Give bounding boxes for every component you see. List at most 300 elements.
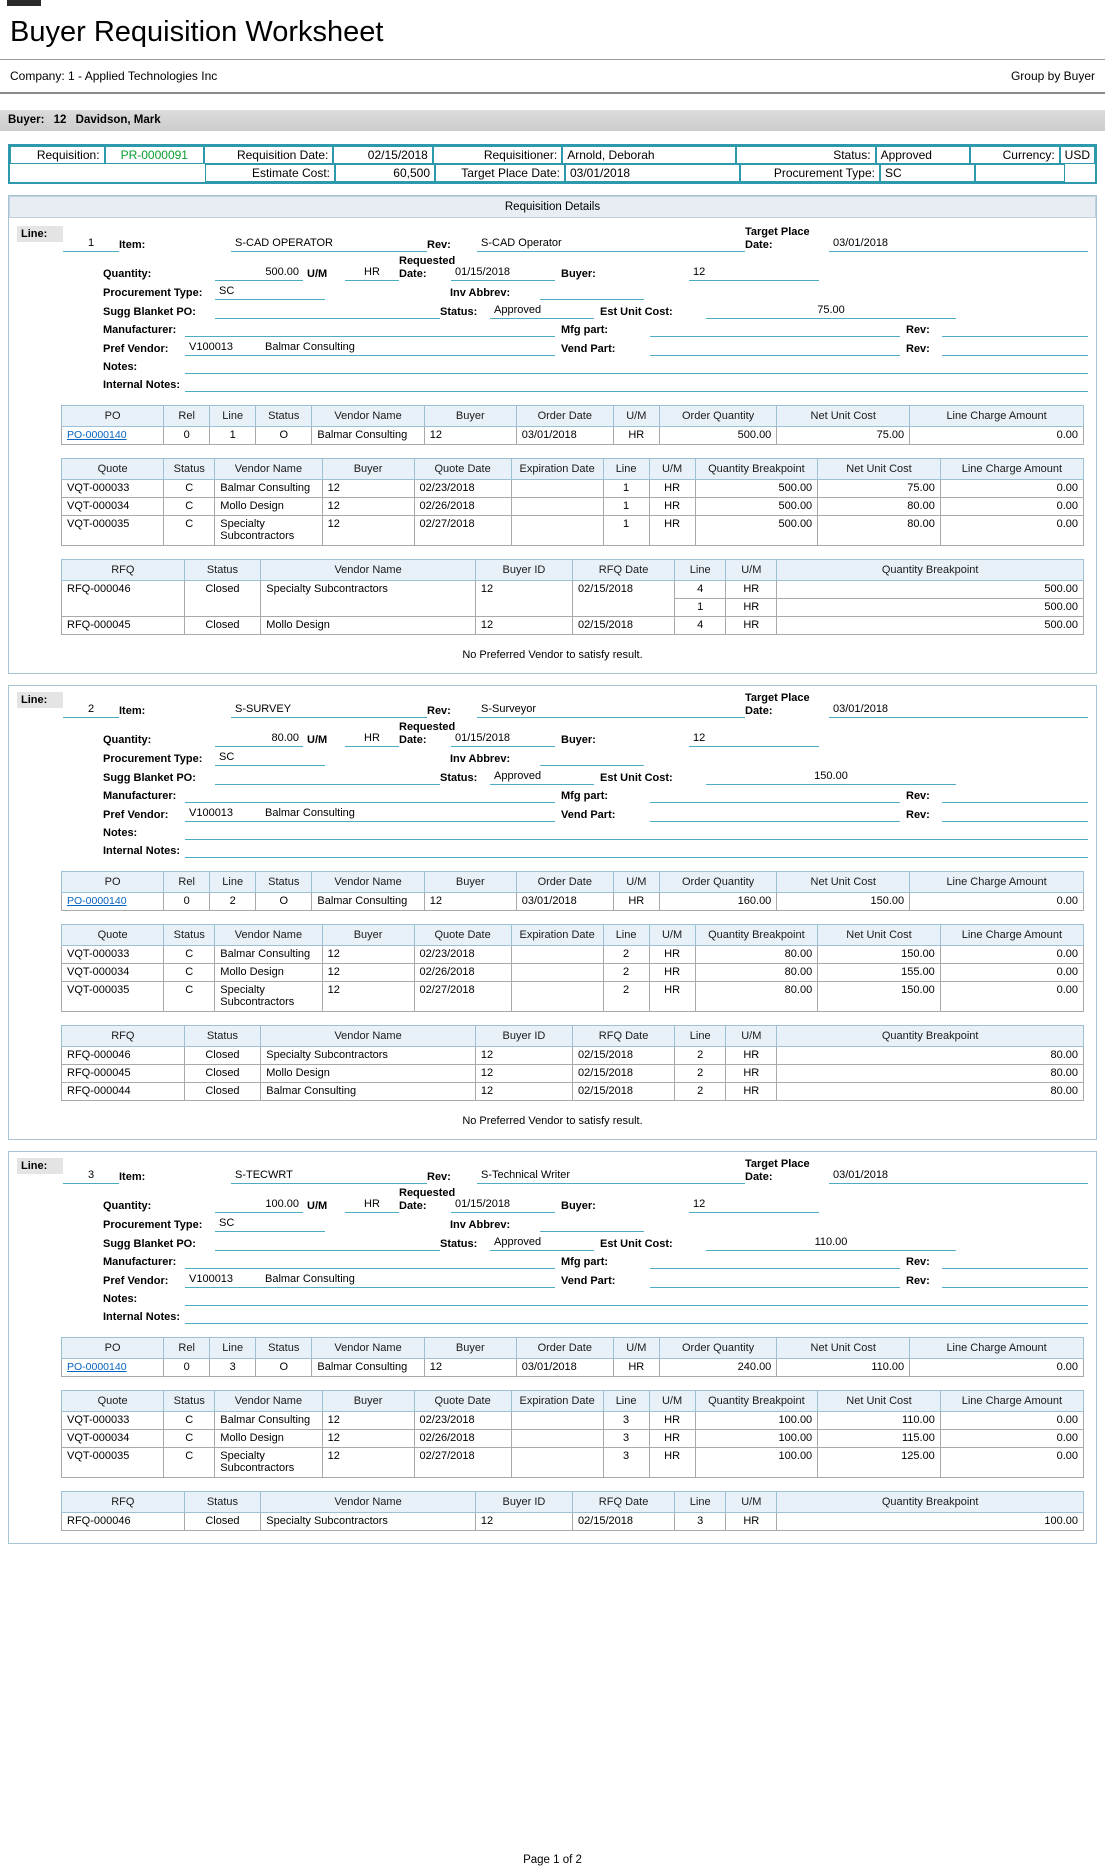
table-header-row xyxy=(62,1492,1084,1513)
table-cell xyxy=(511,982,603,1012)
table-cell: 12 xyxy=(322,946,414,964)
column-header: Vendor Name xyxy=(215,459,322,480)
requisition-header-row-2 xyxy=(10,164,1095,182)
table-cell: 500.00 xyxy=(695,516,818,546)
procurement-type-value: SC xyxy=(880,164,975,182)
table-cell: 02/15/2018 xyxy=(572,1065,674,1083)
rev-label: Rev: xyxy=(427,1171,451,1183)
vend-rev-label: Rev: xyxy=(906,1275,930,1287)
table-cell: 80.00 xyxy=(777,1065,1084,1083)
table-cell: 02/15/2018 xyxy=(572,1047,674,1065)
table-cell: 3 xyxy=(675,1513,726,1531)
table-cell: 80.00 xyxy=(777,1083,1084,1101)
column-header: Line xyxy=(210,406,256,427)
column-header: Vendor Name xyxy=(215,1391,322,1412)
column-header: Quantity Breakpoint xyxy=(777,1026,1084,1047)
column-header: Line xyxy=(675,1492,726,1513)
table-cell: 125.00 xyxy=(818,1448,941,1478)
uom-label: U/M xyxy=(307,1200,328,1212)
column-header: Vendor Name xyxy=(312,406,424,427)
column-header: Quote Date xyxy=(414,1391,511,1412)
table-cell: 12 xyxy=(475,1065,572,1083)
table-cell: 3 xyxy=(210,1359,256,1377)
status-label: Status: xyxy=(736,146,875,164)
table-cell: VQT-000035 xyxy=(62,982,164,1012)
manufacturer-row xyxy=(17,322,1088,337)
procurement-type-field: SC xyxy=(215,1216,325,1232)
requisition-details-sections xyxy=(0,195,1105,1544)
manufacturer-row xyxy=(17,1254,1088,1269)
column-header: Quantity Breakpoint xyxy=(695,1391,818,1412)
column-header: Rel xyxy=(164,872,210,893)
target-place-date-field: 03/01/2018 xyxy=(829,702,1088,718)
table-row xyxy=(62,964,1084,982)
column-header: Rel xyxy=(164,406,210,427)
column-header: Net Unit Cost xyxy=(818,1391,941,1412)
table-cell: HR xyxy=(726,1047,777,1065)
table-cell: VQT-000034 xyxy=(62,1430,164,1448)
table-row xyxy=(62,480,1084,498)
rfq-table xyxy=(61,559,1084,635)
internal-notes-field xyxy=(185,377,1088,392)
notes-field xyxy=(185,825,1088,840)
column-header: Order Quantity xyxy=(659,406,777,427)
notes-field xyxy=(185,1291,1088,1306)
est-unit-cost-label: Est Unit Cost: xyxy=(600,1238,673,1250)
table-cell: 0.00 xyxy=(940,1412,1083,1430)
line-section xyxy=(8,685,1097,1140)
line-status-field: Approved xyxy=(490,303,594,319)
table-cell: 12 xyxy=(424,1359,516,1377)
uom-label: U/M xyxy=(307,268,328,280)
requisition-label: Requisition: xyxy=(10,146,105,164)
table-cell: 500.00 xyxy=(777,617,1084,635)
requisition-date-value: 02/15/2018 xyxy=(333,146,433,164)
table-cell: O xyxy=(256,427,312,445)
table-cell: 0.00 xyxy=(940,516,1083,546)
table-cell: HR xyxy=(726,1083,777,1101)
table-cell: 3 xyxy=(603,1448,649,1478)
sugg-blanket-po-label: Sugg Blanket PO: xyxy=(103,306,196,318)
notes-row xyxy=(17,359,1088,374)
table-cell: VQT-000035 xyxy=(62,1448,164,1478)
inv-abbrev-label: Inv Abbrev: xyxy=(450,287,511,299)
mfg-part-field xyxy=(650,322,900,337)
table-cell: 1 xyxy=(603,498,649,516)
table-cell: 2 xyxy=(675,1083,726,1101)
table-cell: 12 xyxy=(322,982,414,1012)
notes-row xyxy=(17,825,1088,840)
line-status-label: Status: xyxy=(440,1238,478,1250)
target-place-date-value: 03/01/2018 xyxy=(565,164,740,182)
table-cell: 110.00 xyxy=(777,1359,910,1377)
table-cell: Mollo Design xyxy=(215,1430,322,1448)
line-item-row xyxy=(17,226,1088,252)
column-header: Vendor Name xyxy=(261,1492,476,1513)
table-header-row xyxy=(62,872,1084,893)
column-header: Order Date xyxy=(516,406,613,427)
table-cell: 100.00 xyxy=(695,1448,818,1478)
internal-notes-label: Internal Notes: xyxy=(103,379,181,391)
sugg-blanket-po-label: Sugg Blanket PO: xyxy=(103,772,196,784)
quote-table xyxy=(61,1390,1084,1478)
column-header: Quote xyxy=(62,1391,164,1412)
line-item-row xyxy=(17,1158,1088,1184)
sugg-blanket-po-field xyxy=(215,304,440,319)
table-cell: 03/01/2018 xyxy=(516,1359,613,1377)
line-section xyxy=(8,195,1097,674)
requisition-header-row-1 xyxy=(10,146,1095,164)
po-table xyxy=(61,1337,1084,1377)
table-cell: 75.00 xyxy=(818,480,941,498)
item-label: Item: xyxy=(119,239,146,251)
table-row xyxy=(62,1513,1084,1531)
po-link[interactable]: PO-0000140 xyxy=(67,895,127,907)
table-cell: 02/15/2018 xyxy=(572,581,674,617)
inv-abbrev-field xyxy=(540,1217,644,1232)
table-cell xyxy=(511,1448,603,1478)
mfg-rev-field xyxy=(942,322,1088,337)
page-title: Buyer Requisition Worksheet xyxy=(10,16,384,48)
table-cell: Mollo Design xyxy=(215,498,322,516)
notes-field xyxy=(185,359,1088,374)
manufacturer-field xyxy=(185,322,555,337)
procurement-type-field: SC xyxy=(215,750,325,766)
requisition-number: PR-0000091 xyxy=(105,146,205,164)
table-cell: Closed xyxy=(184,1047,261,1065)
table-cell: Balmar Consulting xyxy=(312,1359,424,1377)
table-cell: 100.00 xyxy=(695,1412,818,1430)
internal-notes-label: Internal Notes: xyxy=(103,1311,181,1323)
inv-abbrev-label: Inv Abbrev: xyxy=(450,1219,511,1231)
table-cell: 03/01/2018 xyxy=(516,893,613,911)
table-cell: 100.00 xyxy=(695,1430,818,1448)
vend-part-field xyxy=(650,1273,900,1288)
table-cell: 80.00 xyxy=(695,982,818,1012)
manufacturer-label: Manufacturer: xyxy=(103,790,177,802)
procurement-type-label: Procurement Type: xyxy=(740,164,880,182)
sugg-blanket-po-field xyxy=(215,1236,440,1251)
pref-vendor-field xyxy=(185,340,555,356)
table-cell: 80.00 xyxy=(777,1047,1084,1065)
column-header: Buyer ID xyxy=(475,1492,572,1513)
table-header-row xyxy=(62,1026,1084,1047)
table-cell: HR xyxy=(649,480,695,498)
est-unit-cost-label: Est Unit Cost: xyxy=(600,772,673,784)
table-row xyxy=(62,1083,1084,1101)
procurement-type-label: Procurement Type: xyxy=(103,753,203,765)
pref-vendor-field xyxy=(185,1272,555,1288)
column-header: Quote xyxy=(62,925,164,946)
page-number: Page 1 of 2 xyxy=(523,1854,582,1866)
table-cell: 4 xyxy=(675,581,726,599)
mfg-part-label: Mfg part: xyxy=(561,1256,609,1268)
table-row xyxy=(62,1359,1084,1377)
item-field: S-CAD OPERATOR xyxy=(231,236,427,252)
table-cell xyxy=(511,1430,603,1448)
table-cell: Balmar Consulting xyxy=(215,946,322,964)
line-status-label: Status: xyxy=(440,306,478,318)
vend-rev-label: Rev: xyxy=(906,809,930,821)
mfg-rev-field xyxy=(942,1254,1088,1269)
manufacturer-field xyxy=(185,788,555,803)
table-cell: RFQ-000045 xyxy=(62,617,185,635)
table-cell: 12 xyxy=(475,1513,572,1531)
uom-field: HR xyxy=(345,265,399,281)
column-header: Status xyxy=(164,925,215,946)
table-cell: 100.00 xyxy=(777,1513,1084,1531)
column-header: RFQ Date xyxy=(572,560,674,581)
line-status-field: Approved xyxy=(490,1235,594,1251)
table-cell: 3 xyxy=(603,1430,649,1448)
report-header xyxy=(0,0,1105,60)
column-header: Order Date xyxy=(516,872,613,893)
mfg-part-field xyxy=(650,788,900,803)
requested-date-field: 01/15/2018 xyxy=(451,731,555,747)
table-cell: RFQ-000046 xyxy=(62,581,185,617)
table-cell: 150.00 xyxy=(777,893,910,911)
procurement-type-row xyxy=(17,750,1088,766)
table-header-row xyxy=(62,925,1084,946)
table-cell: 02/15/2018 xyxy=(572,1083,674,1101)
column-header: Line Charge Amount xyxy=(940,925,1083,946)
column-header: RFQ xyxy=(62,1026,185,1047)
po-link[interactable]: PO-0000140 xyxy=(67,1361,127,1373)
rev-label: Rev: xyxy=(427,239,451,251)
column-header: Line Charge Amount xyxy=(910,872,1084,893)
table-cell: HR xyxy=(649,946,695,964)
table-cell: 110.00 xyxy=(818,1412,941,1430)
column-header: PO xyxy=(62,872,164,893)
table-cell: RFQ-000045 xyxy=(62,1065,185,1083)
table-cell: 12 xyxy=(424,893,516,911)
buyer-name: Davidson, Mark xyxy=(75,114,161,126)
table-cell xyxy=(511,516,603,546)
table-cell: VQT-000034 xyxy=(62,498,164,516)
table-cell xyxy=(62,893,164,911)
table-cell: C xyxy=(164,982,215,1012)
column-header: Net Unit Cost xyxy=(818,459,941,480)
quantity-label: Quantity: xyxy=(103,268,152,280)
table-cell: 160.00 xyxy=(659,893,777,911)
table-cell: 02/15/2018 xyxy=(572,1513,674,1531)
requested-date-field: 01/15/2018 xyxy=(451,265,555,281)
table-cell: 115.00 xyxy=(818,1430,941,1448)
table-cell: 02/26/2018 xyxy=(414,964,511,982)
pref-vendor-id: V100013 xyxy=(189,1273,234,1285)
company-label: Company: 1 - Applied Technologies Inc xyxy=(10,69,218,83)
table-cell: 12 xyxy=(322,516,414,546)
line-buyer-label: Buyer: xyxy=(561,268,596,280)
column-header: Order Date xyxy=(516,1338,613,1359)
column-header: U/M xyxy=(613,1338,659,1359)
line-number-field: 2 xyxy=(63,702,119,718)
table-cell: Balmar Consulting xyxy=(215,480,322,498)
quantity-label: Quantity: xyxy=(103,1200,152,1212)
table-cell: Specialty Subcontractors xyxy=(261,1513,476,1531)
column-header: Status xyxy=(164,459,215,480)
quantity-field: 500.00 xyxy=(215,265,303,281)
table-cell: RFQ-000046 xyxy=(62,1513,185,1531)
vend-part-label: Vend Part: xyxy=(561,809,616,821)
po-link[interactable]: PO-0000140 xyxy=(67,429,127,441)
column-header: Line xyxy=(675,560,726,581)
column-header: U/M xyxy=(726,560,777,581)
status-row xyxy=(17,1235,1088,1251)
pref-vendor-name: Balmar Consulting xyxy=(265,1273,355,1285)
table-row xyxy=(62,1047,1084,1065)
column-header: U/M xyxy=(726,1492,777,1513)
column-header: Line Charge Amount xyxy=(910,406,1084,427)
table-cell: 0.00 xyxy=(940,946,1083,964)
table-cell: 12 xyxy=(322,1412,414,1430)
table-cell: Mollo Design xyxy=(261,1065,476,1083)
column-header: Net Unit Cost xyxy=(818,925,941,946)
line-buyer-field: 12 xyxy=(689,265,819,281)
column-header: PO xyxy=(62,1338,164,1359)
table-cell: O xyxy=(256,1359,312,1377)
column-header: Line xyxy=(603,1391,649,1412)
column-header: Quantity Breakpoint xyxy=(695,459,818,480)
table-cell: 500.00 xyxy=(777,581,1084,599)
table-cell: 03/01/2018 xyxy=(516,427,613,445)
table-row xyxy=(62,1065,1084,1083)
table-header-row xyxy=(62,459,1084,480)
target-place-date-label: Target Place Date: xyxy=(745,1158,810,1183)
table-cell: 02/27/2018 xyxy=(414,516,511,546)
table-cell: C xyxy=(164,1430,215,1448)
quote-table xyxy=(61,924,1084,1012)
table-cell: 0 xyxy=(164,893,210,911)
quantity-label: Quantity: xyxy=(103,734,152,746)
table-cell xyxy=(511,964,603,982)
uom-label: U/M xyxy=(307,734,328,746)
internal-notes-field xyxy=(185,1309,1088,1324)
column-header: Buyer xyxy=(322,925,414,946)
table-cell: 12 xyxy=(475,617,572,635)
table-cell: HR xyxy=(649,516,695,546)
procurement-type-row xyxy=(17,1216,1088,1232)
mfg-rev-label: Rev: xyxy=(906,1256,930,1268)
internal-notes-row xyxy=(17,1309,1088,1324)
currency-value: USD xyxy=(1060,146,1095,164)
internal-notes-row xyxy=(17,377,1088,392)
table-cell: Closed xyxy=(184,1065,261,1083)
table-cell: 2 xyxy=(603,964,649,982)
table-cell: 12 xyxy=(475,1047,572,1065)
inv-abbrev-label: Inv Abbrev: xyxy=(450,753,511,765)
column-header: RFQ Date xyxy=(572,1492,674,1513)
table-cell: C xyxy=(164,1448,215,1478)
table-cell: Specialty Subcontractors xyxy=(215,1448,322,1478)
item-field: S-TECWRT xyxy=(231,1168,427,1184)
table-cell: 12 xyxy=(322,1448,414,1478)
table-cell: 02/23/2018 xyxy=(414,946,511,964)
table-cell: 500.00 xyxy=(659,427,777,445)
spacer-cell xyxy=(10,164,205,182)
quantity-row xyxy=(17,721,1088,747)
quote-table xyxy=(61,458,1084,546)
notes-label: Notes: xyxy=(103,1293,138,1305)
details-section-title: Requisition Details xyxy=(9,196,1096,218)
table-cell: 02/23/2018 xyxy=(414,1412,511,1430)
column-header: Expiration Date xyxy=(511,459,603,480)
table-cell: 0.00 xyxy=(940,982,1083,1012)
column-header: U/M xyxy=(649,1391,695,1412)
vend-part-field xyxy=(650,807,900,822)
internal-notes-label: Internal Notes: xyxy=(103,845,181,857)
table-cell: 1 xyxy=(210,427,256,445)
table-cell: 500.00 xyxy=(695,480,818,498)
table-cell: 2 xyxy=(675,1065,726,1083)
column-header: Order Quantity xyxy=(659,872,777,893)
requisition-header-box xyxy=(8,144,1097,184)
column-header: Buyer xyxy=(424,872,516,893)
procurement-type-row xyxy=(17,284,1088,300)
line-buyer-label: Buyer: xyxy=(561,734,596,746)
table-cell: RFQ-000044 xyxy=(62,1083,185,1101)
requisition-date-label: Requisition Date: xyxy=(204,146,333,164)
table-cell: 2 xyxy=(603,946,649,964)
table-cell: HR xyxy=(726,1513,777,1531)
column-header: Vendor Name xyxy=(312,872,424,893)
column-header: U/M xyxy=(649,925,695,946)
table-cell: Balmar Consulting xyxy=(215,1412,322,1430)
requisitioner-value: Arnold, Deborah xyxy=(562,146,736,164)
pref-vendor-field xyxy=(185,806,555,822)
manufacturer-label: Manufacturer: xyxy=(103,1256,177,1268)
column-header: Line xyxy=(603,459,649,480)
table-cell: 155.00 xyxy=(818,964,941,982)
column-header: Vendor Name xyxy=(215,925,322,946)
table-cell: C xyxy=(164,516,215,546)
table-cell: 4 xyxy=(675,617,726,635)
currency-label: Currency: xyxy=(970,146,1060,164)
column-header: Status xyxy=(256,872,312,893)
table-cell: 0 xyxy=(164,427,210,445)
table-cell: HR xyxy=(649,1448,695,1478)
table-row xyxy=(62,1412,1084,1430)
inv-abbrev-field xyxy=(540,285,644,300)
table-cell: 02/26/2018 xyxy=(414,1430,511,1448)
table-cell: 12 xyxy=(322,964,414,982)
mfg-rev-label: Rev: xyxy=(906,790,930,802)
line-buyer-field: 12 xyxy=(689,1197,819,1213)
table-cell: 0 xyxy=(164,1359,210,1377)
status-row xyxy=(17,303,1088,319)
table-cell: 12 xyxy=(424,427,516,445)
no-preferred-vendor-message: No Preferred Vendor to satisfy result. xyxy=(462,649,643,661)
table-cell: 12 xyxy=(322,498,414,516)
column-header: Quote xyxy=(62,459,164,480)
table-cell: Specialty Subcontractors xyxy=(261,581,476,617)
column-header: Line Charge Amount xyxy=(940,459,1083,480)
column-header: Rel xyxy=(164,1338,210,1359)
line-section xyxy=(8,1151,1097,1544)
column-header: Expiration Date xyxy=(511,1391,603,1412)
table-cell: 1 xyxy=(603,516,649,546)
table-cell: Mollo Design xyxy=(215,964,322,982)
vend-rev-field xyxy=(942,807,1088,822)
line-item-row xyxy=(17,692,1088,718)
requested-date-label: Requested Date: xyxy=(399,1187,456,1212)
notes-row xyxy=(17,1291,1088,1306)
table-cell: 0.00 xyxy=(940,480,1083,498)
column-header: U/M xyxy=(649,459,695,480)
table-cell: HR xyxy=(726,581,777,599)
table-cell: 500.00 xyxy=(695,498,818,516)
empty-cell xyxy=(975,164,1065,182)
